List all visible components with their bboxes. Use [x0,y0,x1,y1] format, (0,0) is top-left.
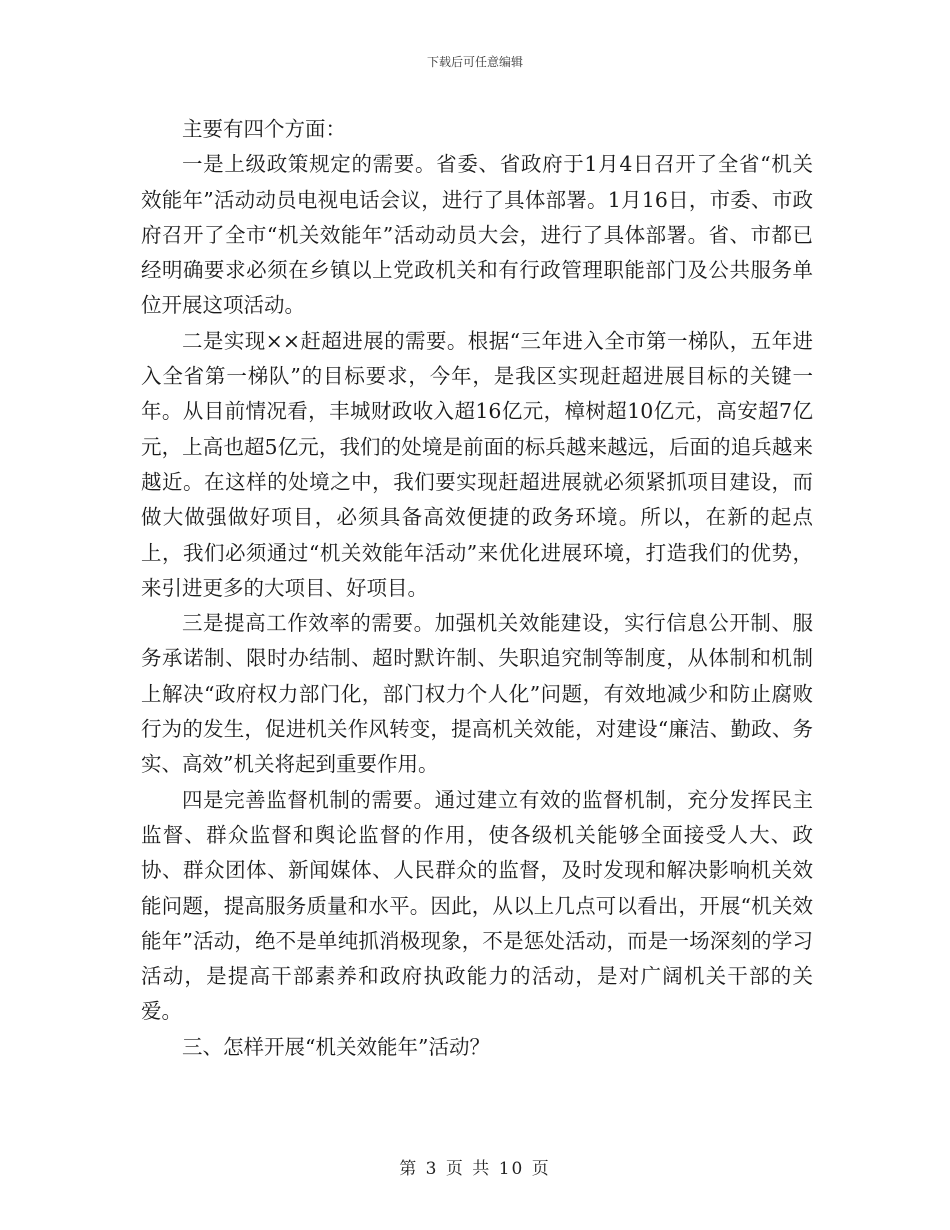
paragraph-point-2: 二是实现××赶超进展的需要。根据“三年进入全市第一梯队，五年进入全省第一梯队”的目标要求，今年，是我区实现赶超进展目标的关键一年。从目前情况看，丰城财政收入超16亿元，樟树超10亿元，高安超7亿元，上高也超5亿元，我们的处境是前面的标兵越来越远，后面的追兵越来越近。在这样的处境之中，我们要实现赶超进展就必须紧抓项目建设，而做大做强做好项目，必须具备高效便捷的政务环境。所以，在新的起点上，我们必须通过“机关效能年活动”来优化进展环境，打造我们的优势，来引进更多的大项目、好项目。 [141,328,813,600]
paragraph-point-1: 一是上级政策规定的需要。省委、省政府于1月4日召开了全省“机关效能年”活动动员电视电话会议，进行了具体部署。1月16日，市委、市政府召开了全市“机关效能年”活动动员大会，进行了具体部署。省、市都已经明确要求必须在乡镇以上党政机关和有行政管理职能部门及公共服务单位开展这项活动。 [141,152,813,318]
document-body [141,112,813,1065]
page-header-note: 下载后可任意编辑 [426,55,523,69]
paragraph-point-3: 三是提高工作效率的需要。加强机关效能建设，实行信息公开制、服务承诺制、限时办结制、超时默许制、失职追究制等制度，从体制和机制上解决“政府权力部门化，部门权力个人化”问题，有效地减少和防止腐败行为的发生，促进机关作风转变，提高机关效能，对建设“廉洁、勤政、务实、高效”机关将起到重要作用。 [141,611,813,777]
page-number-footer: 第 3 页 共 10 页 [399,1159,551,1179]
paragraph-intro: 主要有四个方面： [182,117,346,141]
section-heading: 三、怎样开展“机关效能年”活动？ [182,1034,490,1059]
paragraph-point-4: 四是完善监督机制的需要。通过建立有效的监督机制，充分发挥民主监督、群众监督和舆论监督的作用，使各级机关能够全面接受人大、政协、群众团体、新闻媒体、人民群众的监督，及时发现和解决影响机关效能问题，提高服务质量和水平。因此，从以上几点可以看出，开展“机关效能年”活动，绝不是单纯抓消极现象，不是惩处活动，而是一场深刻的学习活动，是提高干部素养和政府执政能力的活动，是对广阔机关干部的关爱。 [141,787,813,1024]
